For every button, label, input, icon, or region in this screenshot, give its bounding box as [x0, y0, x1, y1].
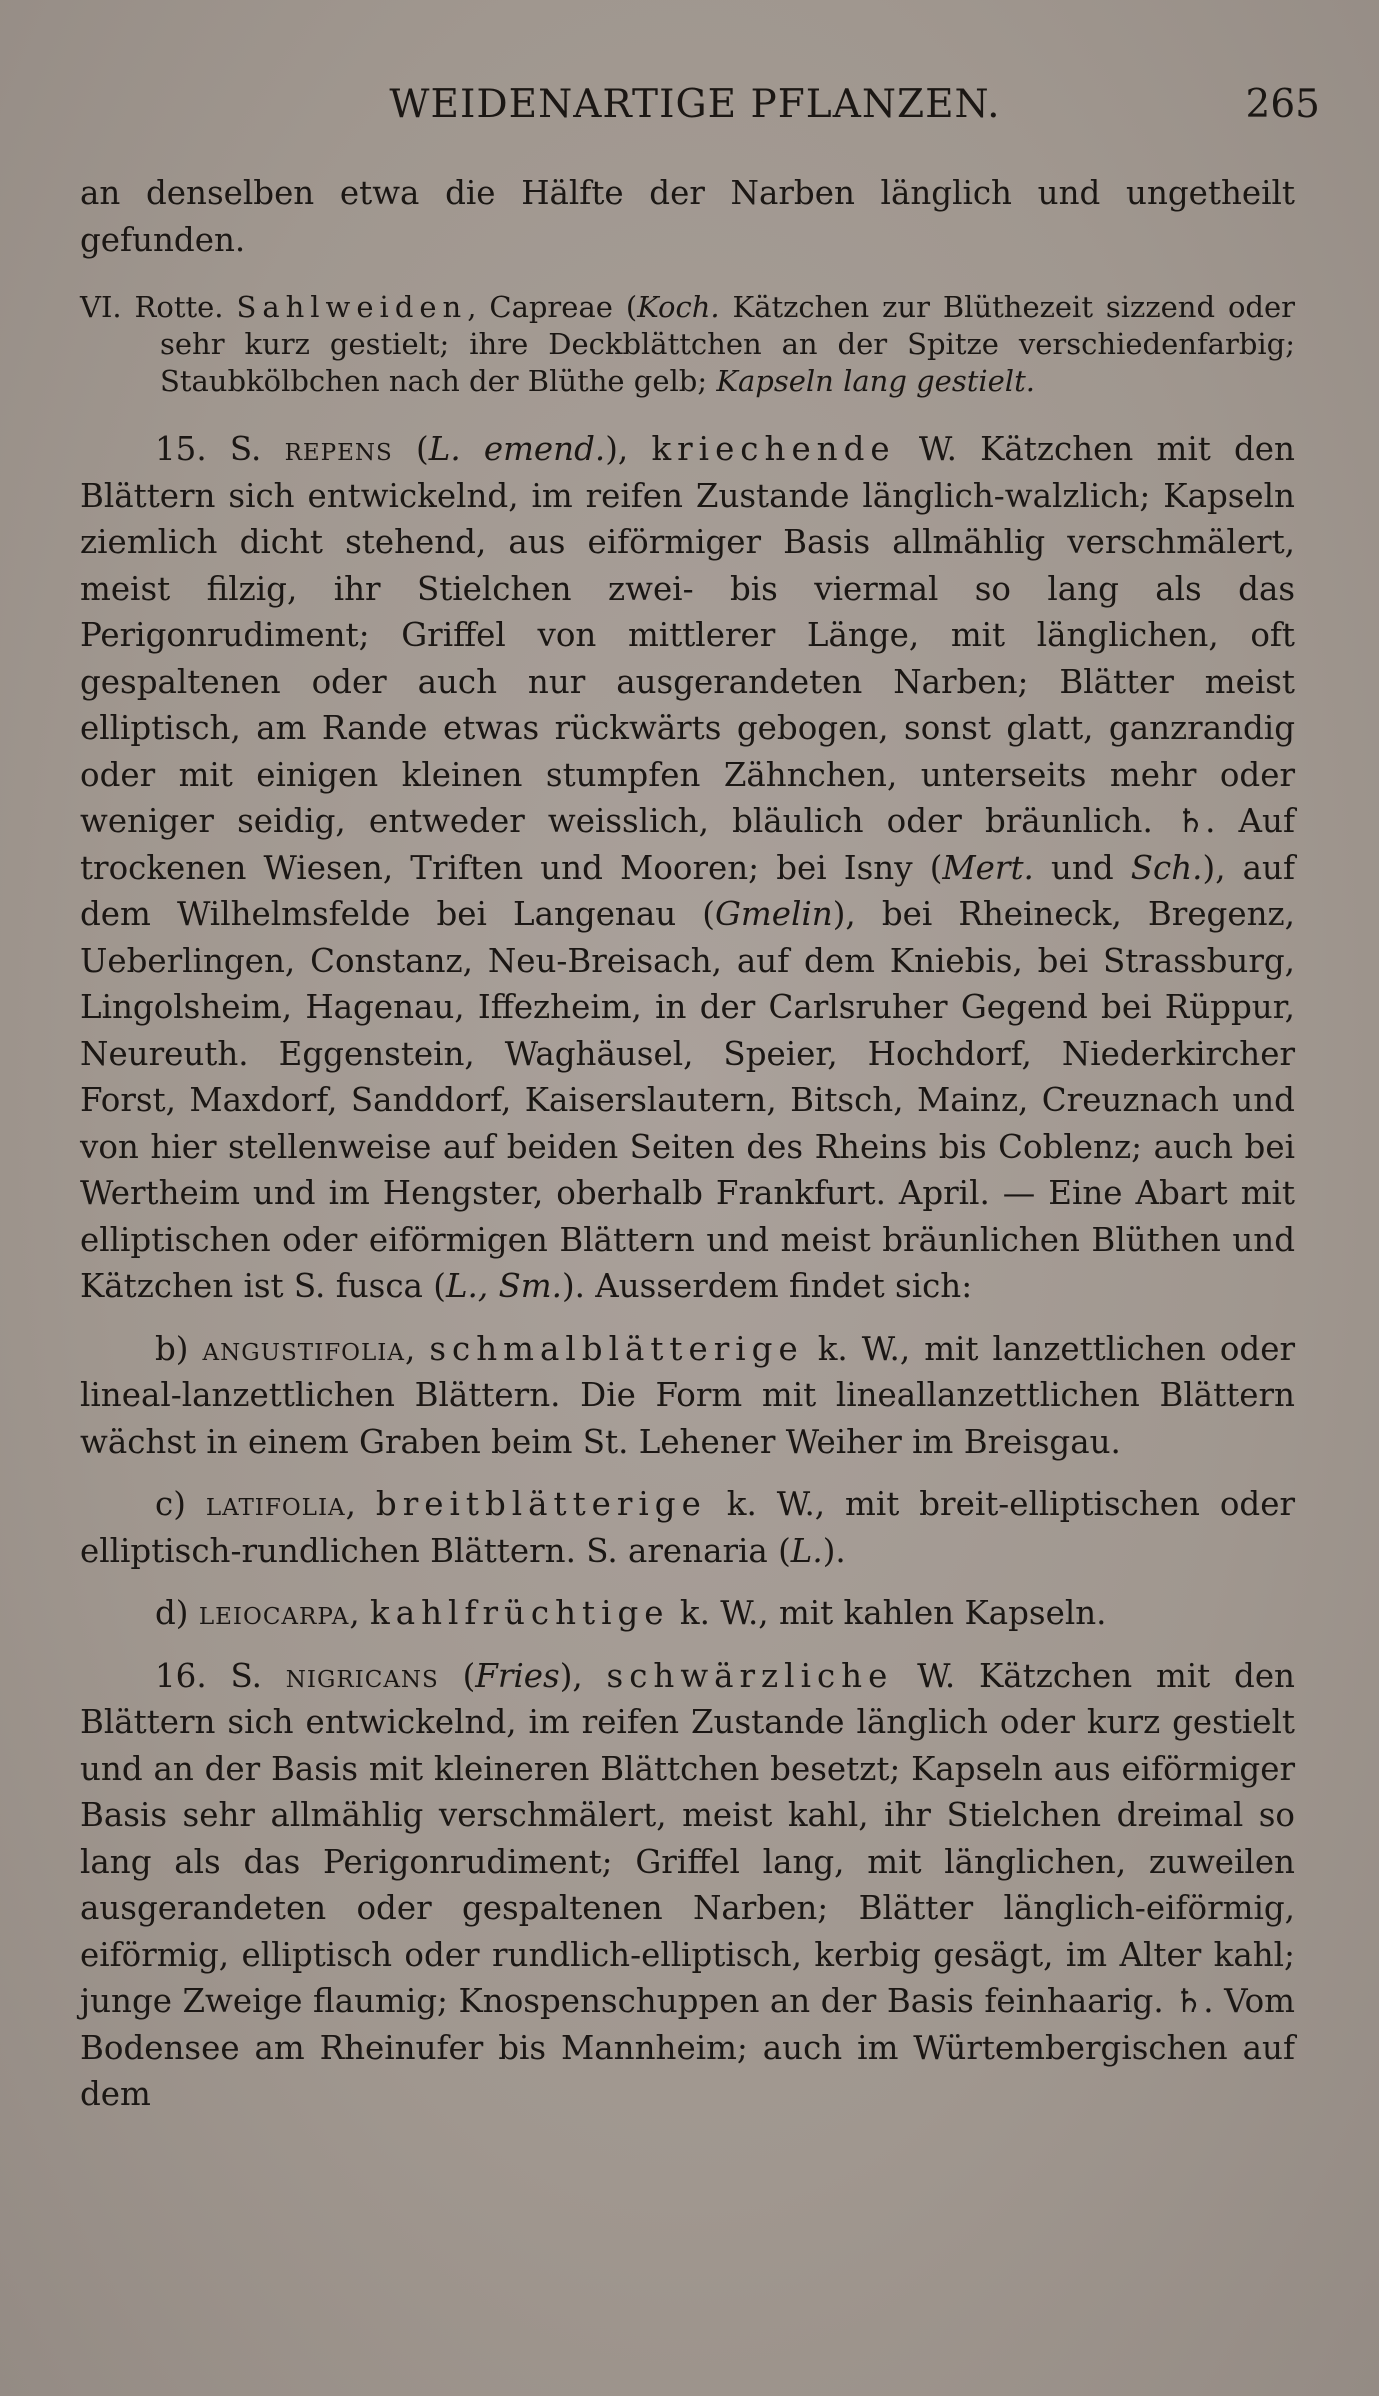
section-description: Kätzchen zur Blüthezeit sizzend oder sehr kurz gestielt; ihre Deckblättchen an der Spitze verschiedenfarbig; Staubkölbchen nach der Blüthe gelb; — [160, 290, 1295, 398]
section-name: Sahlweiden — [236, 290, 468, 324]
variety-name: latifolia — [205, 1485, 346, 1523]
species-text: W. Kätzchen mit den Blättern sich entwickelnd, im reifen Zustande länglich oder kurz gestielt und an der Basis mit kleineren Blättchen besetzt; Kapseln aus eiförmiger Basis sehr allmählig verschmälert, meist kahl, ihr Stielchen dreimal so lang als das Perigonrudiment; Griffel lang, mit länglichen, zuweilen ausgerandeten oder gespaltenen Narben; Blätter länglich-eiförmig, eiförmig, elliptisch oder rundlich-elliptisch, kerbig gesägt, im Alter kahl; junge Zweige flaumig; Knospenschuppen an der Basis feinhaarig. ♄. Vom Bodensee am Rheinufer bis Mannheim; auch im Würtembergischen auf dem — [80, 1656, 1295, 2113]
section-heading-capreae — [80, 289, 1295, 400]
variety-close: ). — [822, 1531, 846, 1570]
section-lead: VI. Rotte. — [80, 290, 237, 324]
species-text-locality: ), auf dem Wilhelmsfelde bei Langenau ( — [80, 848, 1295, 933]
variety-leiocarpa — [80, 1590, 1295, 1637]
variety-sep: , — [345, 1485, 376, 1523]
variety-common-name: kahlfrüchtige — [370, 1594, 670, 1632]
continuation-text: an denselben etwa die Hälfte der Narben länglich und ungetheilt gefunden. — [80, 174, 1295, 259]
paren-open: ( — [392, 430, 429, 468]
species-name: nigricans — [285, 1656, 439, 1695]
species-text-3: ). Ausserdem findet sich: — [561, 1267, 973, 1305]
citation-sch: Sch. — [1130, 848, 1203, 887]
species-number: 16. S. — [155, 1656, 286, 1695]
species-number: 15. S. — [155, 430, 285, 468]
variety-text: k. W., mit breit-elliptischen oder elliptisch-rundlichen Blättern. S. arenaria ( — [80, 1485, 1295, 1570]
common-name: schwärzliche — [606, 1656, 894, 1695]
variety-label: d) — [155, 1594, 199, 1632]
variety-authority: L. — [790, 1531, 823, 1570]
page-number: 265 — [1245, 82, 1320, 127]
species-text-2: ), bei Rheineck, Bregenz, Ueberlingen, Constanz, Neu-Breisach, auf dem Kniebis, bei Strassburg, Lingolsheim, Hagenau, Iffezheim, in der Carlsruher Gegend bei Rüppur, Neureuth. Eggenstein, Waghäusel, Speier, Hochdorf, Niederkircher Forst, Maxdorf, Sanddorf, Kaiserslautern, Bitsch, Mainz, Creuznach und von hier stellenweise auf beiden Seiten des Rheins bis Coblenz; auch bei Wertheim und im Hengster, oberhalb Frankfurt. April. — Eine Abart mit elliptischen oder eiförmigen Blättern und meist bräunlichen Blüthen und Kätzchen ist S. fusca ( — [80, 895, 1295, 1305]
variety-sep: , — [405, 1329, 430, 1368]
variety-common-name: breitblätterige — [375, 1485, 707, 1523]
citation-fusca: L., Sm. — [445, 1267, 562, 1305]
citation-gmelin: Gmelin — [714, 895, 833, 933]
paren-open: ( — [438, 1656, 476, 1695]
section-mid: , Capreae ( — [467, 290, 638, 324]
paren-close: ), — [605, 430, 652, 468]
species-authority: L. emend. — [428, 430, 606, 468]
citation-mert: Mert. — [942, 848, 1034, 887]
species-entry-nigricans — [80, 1653, 1295, 2118]
page-body — [80, 170, 1295, 2118]
paren-close: ), — [559, 1656, 607, 1695]
citation-join: und — [1033, 848, 1131, 887]
variety-name: leiocarpa — [198, 1594, 350, 1632]
variety-angustifolia — [80, 1326, 1295, 1466]
page-header — [80, 78, 1320, 138]
variety-label: b) — [155, 1329, 203, 1368]
species-name: repens — [284, 430, 393, 468]
variety-sep: , — [349, 1594, 371, 1632]
common-name: kriechende — [651, 430, 896, 468]
continuation-paragraph — [80, 170, 1295, 263]
variety-label: c) — [155, 1485, 206, 1523]
species-entry-repens — [80, 426, 1295, 1310]
variety-text: k. W., mit lanzettlichen oder lineal-lanzettlichen Blättern. Die Form mit lineallanzettlichen Blättern wächst in einem Graben beim St. Lehener Weiher im Breisgau. — [80, 1329, 1295, 1461]
species-text-1: W. Kätzchen mit den Blättern sich entwickelnd, im reifen Zustande länglich-walzlich; Kapseln ziemlich dicht stehend, aus eiförmiger Basis allmählig verschmälert, meist filzig, ihr Stielchen zwei- bis viermal so lang als das Perigonrudiment; Griffel von mittlerer Länge, mit länglichen, oft gespaltenen oder auch nur ausgerandeten Narben; Blätter meist elliptisch, am Rande etwas rückwärts gebogen, sonst glatt, ganzrandig oder mit einigen kleinen stumpfen Zähnchen, unterseits mehr oder weniger seidig, entweder weisslich, bläulich oder bräunlich. ♄. Auf trockenen Wiesen, Triften und Mooren; bei Isny ( — [80, 430, 1295, 887]
variety-name: angustifolia — [202, 1329, 405, 1368]
variety-common-name: schmalblätterige — [429, 1329, 804, 1368]
variety-text: k. W., mit kahlen Kapseln. — [669, 1594, 1107, 1632]
species-authority: Fries — [475, 1656, 560, 1695]
variety-latifolia — [80, 1481, 1295, 1574]
section-description-tail: Kapseln lang gestielt. — [716, 364, 1035, 398]
running-head: WEIDENARTIGE PFLANZEN. — [389, 82, 1001, 127]
section-authority: Koch. — [637, 290, 720, 324]
